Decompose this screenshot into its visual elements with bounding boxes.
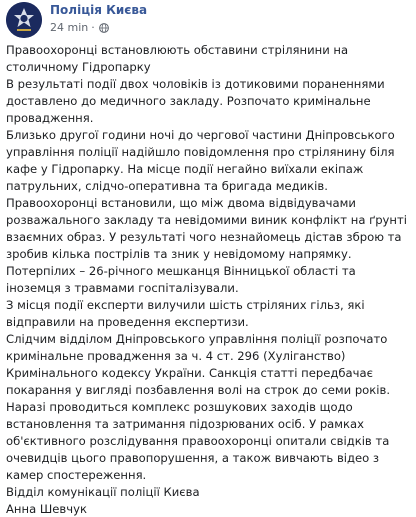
post-signature-author: Анна Шевчук bbox=[6, 502, 87, 516]
post-signature-department: Відділ комунікації поліції Києва bbox=[6, 485, 200, 499]
post-paragraph: Близько другої години ночі до чергової частини Дніпровського управління поліції надійшло повідомлення про стрілянину біля кафе у Гідропарку. На місце події негайно виїхали екіпаж патрульних, слідчо-оперативна та бригада медиків. bbox=[6, 128, 395, 193]
post-meta bbox=[50, 21, 109, 35]
post-paragraph: З місця події експерти вилучили шість стріляних гільз, які відправили на проведення експертизи. bbox=[6, 298, 365, 329]
post-paragraph: Наразі проводиться комплекс розшукових заходів щодо встановлення та затримання підозрюваних осіб. У рамках об'єктивного розслідування правоохоронці опитали свідків та очевидців цього правопорушення, а також вивчають відео з камер спостереження. bbox=[6, 400, 390, 482]
post-paragraph: Потерпілих – 26-річного мешканця Вінницької області та іноземця з травмами госпіталізували. bbox=[6, 264, 356, 295]
post-timestamp[interactable]: 24 min bbox=[50, 21, 89, 34]
post-paragraph: В результаті події двох чоловіків із дотиковими пораненнями доставлено до медичного закладу. Розпочато кримінальне провадження. bbox=[6, 77, 385, 125]
post-header bbox=[6, 2, 406, 38]
post-body bbox=[6, 42, 412, 517]
police-badge-icon[interactable] bbox=[6, 2, 42, 38]
meta-separator: · bbox=[91, 21, 95, 34]
post-paragraph: Правоохоронці встановили, що між двома відвідувачами розважального закладу та невідомими виник конфлікт на ґрунті взаємних образ. У результаті чого незнайомець дістав зброю та зробив кілька пострілів та зник у невідомому напрямку. bbox=[6, 196, 407, 261]
post-paragraph: Слідчим відділом Дніпровського управління поліції розпочато кримінальне провадження за ч. 4 ст. 296 (Хуліганство) Кримінального кодексу України. Санкція статті передбачає покарання у вигляді позбавлення волі на строк до семи років. bbox=[6, 332, 391, 397]
post-paragraph: Правоохоронці встановлюють обставини стрілянини на столичному Гідропарку bbox=[6, 43, 349, 74]
globe-icon[interactable] bbox=[99, 23, 109, 33]
author-name-link[interactable]: Поліція Києва bbox=[50, 3, 148, 17]
